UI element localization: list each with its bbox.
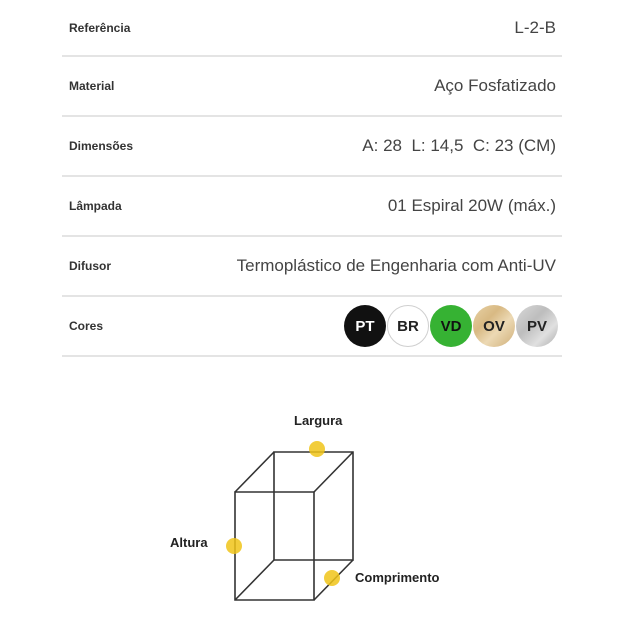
width-label: Largura: [294, 413, 343, 428]
width-marker: [309, 441, 325, 457]
spec-row-lampada: [62, 177, 562, 237]
spec-value: 01 Espiral 20W (máx.): [387, 196, 556, 215]
spec-row-cores: [62, 297, 562, 357]
spec-label: Lâmpada: [69, 199, 122, 213]
spec-label: Material: [69, 79, 115, 93]
spec-table: [62, 0, 562, 357]
spec-value: L-2-B: [514, 17, 556, 37]
color-swatch-ov[interactable]: OV: [473, 305, 515, 347]
spec-row-difusor: [62, 237, 562, 297]
spec-label: Cores: [69, 319, 104, 333]
height-label: Altura: [170, 535, 208, 550]
length-marker: [324, 570, 340, 586]
color-swatches: [343, 305, 558, 347]
dimension-diagram: [0, 380, 626, 626]
spec-value: A: 28 L: 14,5 C: 23 (CM): [362, 136, 556, 155]
spec-row-material: [62, 57, 562, 117]
length-label: Comprimento: [355, 570, 440, 585]
spec-label: Difusor: [69, 259, 111, 273]
spec-row-referencia: [62, 0, 562, 57]
spec-label: Referência: [69, 20, 131, 35]
height-marker: [226, 538, 242, 554]
spec-row-dimensoes: [62, 117, 562, 177]
spec-value: Aço Fosfatizado: [434, 76, 556, 95]
color-swatch-br[interactable]: BR: [387, 305, 429, 347]
spec-label: Dimensões: [69, 139, 134, 153]
color-swatch-pv[interactable]: PV: [516, 305, 558, 347]
color-swatch-pt[interactable]: PT: [344, 305, 386, 347]
spec-value: Termoplástico de Engenharia com Anti-UV: [236, 256, 556, 275]
color-swatch-vd[interactable]: VD: [430, 305, 472, 347]
